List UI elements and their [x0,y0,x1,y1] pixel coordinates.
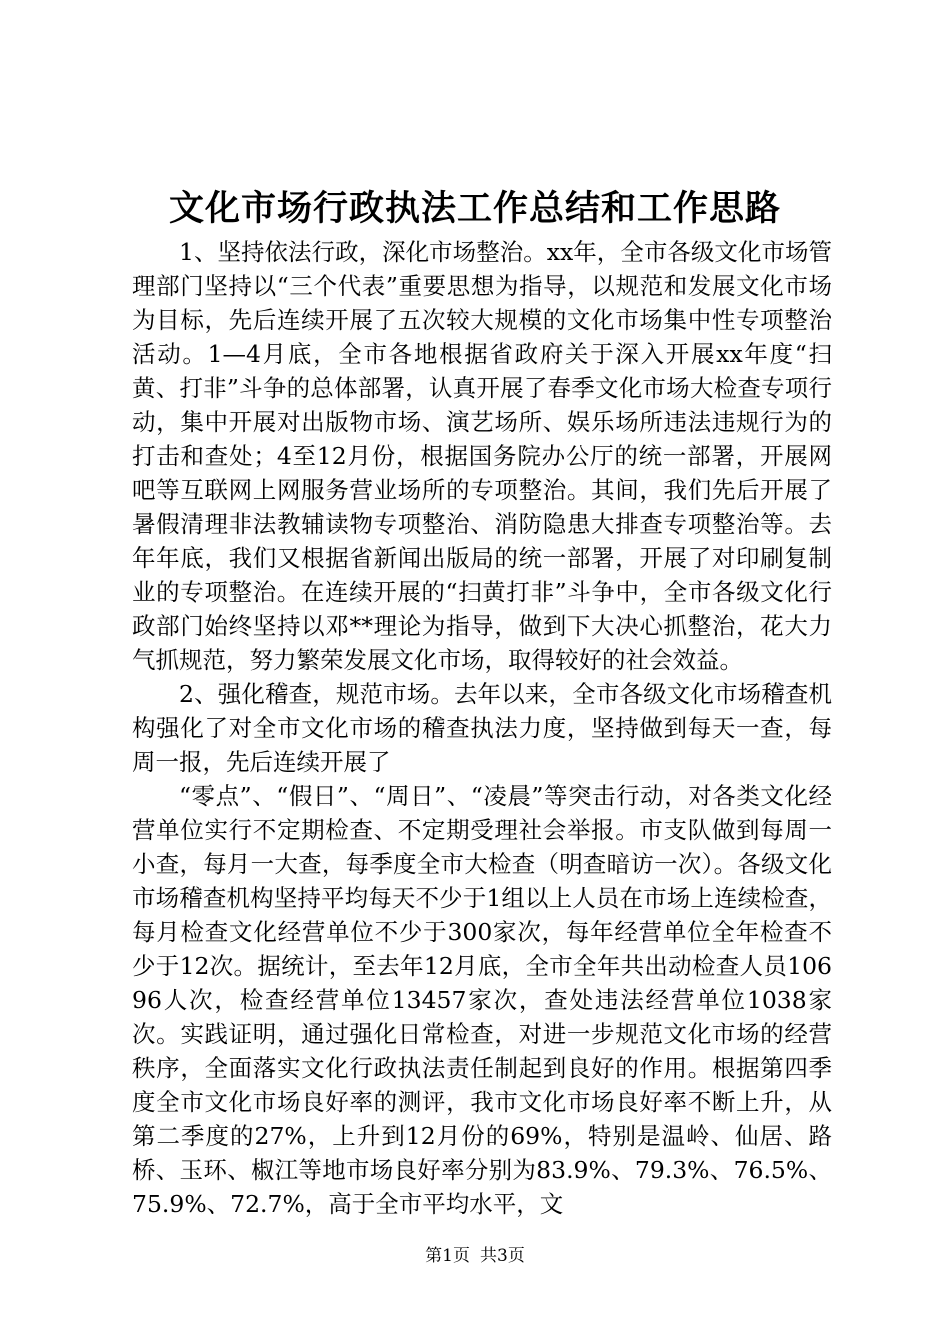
page-footer [0,1244,950,1268]
page-number: 第1页 [425,1246,470,1266]
paragraph-2: 2、强化稽查，规范市场。去年以来，全市各级文化市场稽查机构强化了对全市文化市场的稽查执法力度，坚持做到每天一查，每周一报，先后连续开展了 [132,680,832,776]
page-total: 共3页 [480,1246,525,1266]
document-title: 文化市场行政执法工作总结和工作思路 [168,188,781,229]
paragraph-3: “零点”、“假日”、“周日”、“凌晨”等突击行动，对各类文化经营单位实行不定期检查、不定期受理社会举报。市支队做到每周一小查，每月一大查，每季度全市大检查（明查暗访一次）。各级文化市场稽查机构坚持平均每天不少于1组以上人员在市场上连续检查，每月检查文化经营单位不少于300家次，每年经营单位全年检查不少于12次。据统计，至去年12月底，全市全年共出动检查人员10696人次，检查经营单位13457家次，查处违法经营单位1038家次。实践证明，通过强化日常检查，对进一步规范文化市场的经营秩序，全面落实文化行政执法责任制起到良好的作用。根据第四季度全市文化市场良好率的测评，我市文化市场良好率不断上升，从第二季度的27%，上升到12月份的69%，特别是温岭、仙居、路桥、玉环、椒江等地市场良好率分别为83.9%、79.3%、76.5%、75.9%、72.7%，高于全市平均水平，文 [132,782,832,1218]
paragraph-1: 1、坚持依法行政，深化市场整治。xx年，全市各级文化市场管理部门坚持以“三个代表”重要思想为指导，以规范和发展文化市场为目标，先后连续开展了五次较大规模的文化市场集中性专项整治活动。1—4月底，全市各地根据省政府关于深入开展xx年度“扫黄、打非”斗争的总体部署，认真开展了春季文化市场大检查专项行动，集中开展对出版物市场、演艺场所、娱乐场所违法违规行为的打击和查处；4至12月份，根据国务院办公厅的统一部署，开展网吧等互联网上网服务营业场所的专项整治。其间，我们先后开展了暑假清理非法教辅读物专项整治、消防隐患大排查专项整治等。去年年底，我们又根据省新闻出版局的统一部署，开展了对印刷复制业的专项整治。在连续开展的“扫黄打非”斗争中，全市各级文化行政部门始终坚持以邓**理论为指导，做到下大决心抓整治，花大力气抓规范，努力繁荣发展文化市场，取得较好的社会效益。 [132,238,832,674]
document-body [132,235,832,1221]
